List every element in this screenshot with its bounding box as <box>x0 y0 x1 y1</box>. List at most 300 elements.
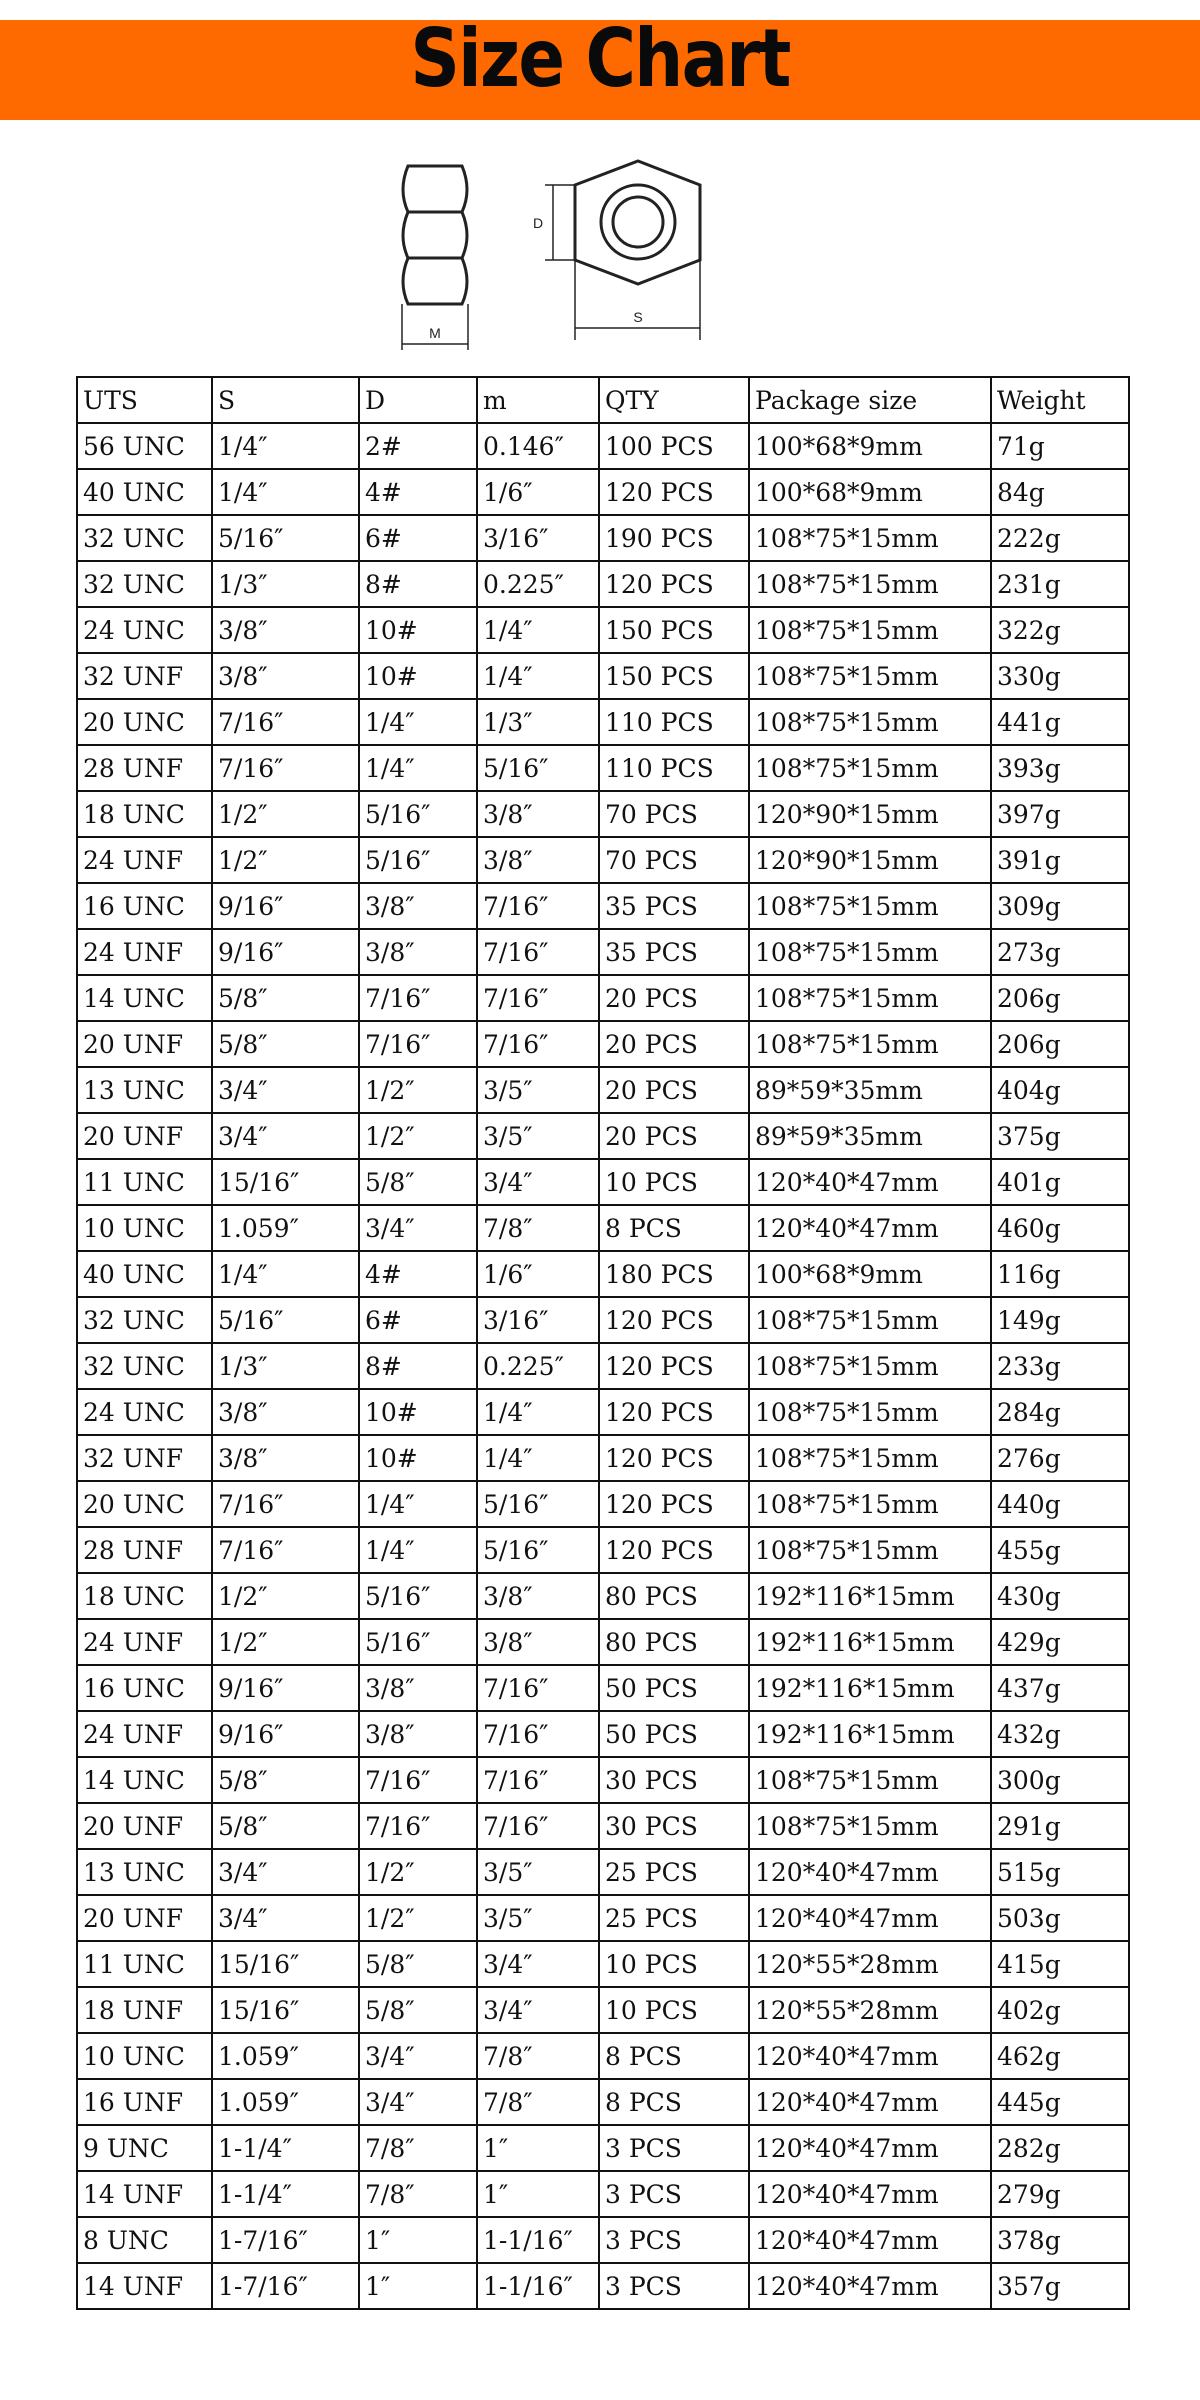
cell-package-size: 100*68*9mm <box>749 1251 991 1297</box>
cell-uts: 24 UNF <box>77 929 212 975</box>
cell-m: 7/8″ <box>477 2033 599 2079</box>
cell-qty: 3 PCS <box>599 2171 749 2217</box>
cell-uts: 24 UNC <box>77 607 212 653</box>
cell-m: 1-1/16″ <box>477 2263 599 2309</box>
cell-package-size: 120*40*47mm <box>749 2079 991 2125</box>
cell-d: 1/2″ <box>359 1113 477 1159</box>
cell-m: 7/16″ <box>477 1757 599 1803</box>
cell-d: 3/8″ <box>359 1665 477 1711</box>
cell-m: 3/5″ <box>477 1849 599 1895</box>
table-row <box>77 1987 1129 2033</box>
cell-qty: 120 PCS <box>599 469 749 515</box>
cell-s: 1.059″ <box>212 2079 359 2125</box>
cell-qty: 20 PCS <box>599 1021 749 1067</box>
cell-s: 15/16″ <box>212 1159 359 1205</box>
cell-uts: 20 UNF <box>77 1021 212 1067</box>
cell-qty: 3 PCS <box>599 2217 749 2263</box>
cell-weight: 300g <box>991 1757 1129 1803</box>
cell-m: 0.225″ <box>477 561 599 607</box>
nut-side-view-icon <box>403 166 467 304</box>
cell-s: 1/4″ <box>212 469 359 515</box>
dimension-label-d: D <box>532 215 544 231</box>
table-row <box>77 1389 1129 1435</box>
cell-weight: 71g <box>991 423 1129 469</box>
cell-d: 5/16″ <box>359 837 477 883</box>
cell-weight: 460g <box>991 1205 1129 1251</box>
cell-d: 5/16″ <box>359 1619 477 1665</box>
cell-s: 7/16″ <box>212 699 359 745</box>
cell-d: 3/4″ <box>359 1205 477 1251</box>
cell-m: 1/4″ <box>477 607 599 653</box>
cell-m: 3/8″ <box>477 837 599 883</box>
cell-m: 1″ <box>477 2171 599 2217</box>
cell-d: 10# <box>359 607 477 653</box>
cell-qty: 35 PCS <box>599 929 749 975</box>
table-row <box>77 1619 1129 1665</box>
cell-qty: 110 PCS <box>599 745 749 791</box>
table-row <box>77 745 1129 791</box>
cell-qty: 8 PCS <box>599 2079 749 2125</box>
cell-s: 1/4″ <box>212 1251 359 1297</box>
cell-weight: 231g <box>991 561 1129 607</box>
cell-s: 5/16″ <box>212 515 359 561</box>
column-header-m: m <box>477 377 599 423</box>
cell-s: 5/8″ <box>212 1803 359 1849</box>
cell-d: 1/4″ <box>359 745 477 791</box>
cell-uts: 16 UNC <box>77 883 212 929</box>
cell-uts: 24 UNF <box>77 1711 212 1757</box>
cell-uts: 40 UNC <box>77 1251 212 1297</box>
cell-s: 7/16″ <box>212 745 359 791</box>
cell-uts: 32 UNC <box>77 1343 212 1389</box>
cell-d: 4# <box>359 469 477 515</box>
cell-weight: 279g <box>991 2171 1129 2217</box>
cell-package-size: 192*116*15mm <box>749 1711 991 1757</box>
cell-package-size: 120*40*47mm <box>749 2171 991 2217</box>
cell-package-size: 100*68*9mm <box>749 469 991 515</box>
cell-d: 6# <box>359 1297 477 1343</box>
cell-qty: 30 PCS <box>599 1757 749 1803</box>
cell-qty: 80 PCS <box>599 1573 749 1619</box>
cell-uts: 40 UNC <box>77 469 212 515</box>
dimension-label-m: M <box>429 325 441 341</box>
cell-uts: 10 UNC <box>77 1205 212 1251</box>
table-row <box>77 2263 1129 2309</box>
size-table <box>76 376 1130 2310</box>
cell-weight: 429g <box>991 1619 1129 1665</box>
cell-d: 1/2″ <box>359 1067 477 1113</box>
cell-s: 5/16″ <box>212 1297 359 1343</box>
cell-package-size: 108*75*15mm <box>749 653 991 699</box>
cell-package-size: 120*40*47mm <box>749 2033 991 2079</box>
table-row <box>77 2171 1129 2217</box>
cell-d: 7/16″ <box>359 975 477 1021</box>
cell-uts: 32 UNC <box>77 515 212 561</box>
cell-package-size: 108*75*15mm <box>749 1343 991 1389</box>
cell-qty: 25 PCS <box>599 1849 749 1895</box>
cell-s: 1-7/16″ <box>212 2217 359 2263</box>
column-header-d: D <box>359 377 477 423</box>
table-row <box>77 2033 1129 2079</box>
cell-uts: 24 UNC <box>77 1389 212 1435</box>
cell-d: 7/16″ <box>359 1757 477 1803</box>
cell-m: 7/16″ <box>477 1803 599 1849</box>
cell-m: 7/16″ <box>477 883 599 929</box>
cell-m: 5/16″ <box>477 1527 599 1573</box>
cell-d: 10# <box>359 1435 477 1481</box>
cell-m: 3/5″ <box>477 1113 599 1159</box>
cell-package-size: 120*55*28mm <box>749 1941 991 1987</box>
cell-m: 1/4″ <box>477 653 599 699</box>
cell-weight: 375g <box>991 1113 1129 1159</box>
cell-d: 1/2″ <box>359 1849 477 1895</box>
table-row <box>77 2125 1129 2171</box>
cell-uts: 16 UNC <box>77 1665 212 1711</box>
cell-qty: 30 PCS <box>599 1803 749 1849</box>
cell-weight: 402g <box>991 1987 1129 2033</box>
cell-m: 7/16″ <box>477 929 599 975</box>
table-row <box>77 1527 1129 1573</box>
cell-weight: 462g <box>991 2033 1129 2079</box>
cell-weight: 309g <box>991 883 1129 929</box>
cell-s: 15/16″ <box>212 1987 359 2033</box>
cell-m: 1-1/16″ <box>477 2217 599 2263</box>
cell-qty: 25 PCS <box>599 1895 749 1941</box>
table-row <box>77 1205 1129 1251</box>
cell-m: 3/16″ <box>477 1297 599 1343</box>
table-row <box>77 837 1129 883</box>
cell-d: 6# <box>359 515 477 561</box>
cell-package-size: 108*75*15mm <box>749 1803 991 1849</box>
table-row <box>77 653 1129 699</box>
cell-package-size: 108*75*15mm <box>749 929 991 975</box>
cell-d: 1″ <box>359 2263 477 2309</box>
cell-package-size: 108*75*15mm <box>749 515 991 561</box>
cell-weight: 455g <box>991 1527 1129 1573</box>
cell-s: 3/4″ <box>212 1895 359 1941</box>
cell-qty: 190 PCS <box>599 515 749 561</box>
cell-package-size: 108*75*15mm <box>749 561 991 607</box>
cell-qty: 3 PCS <box>599 2263 749 2309</box>
dimension-label-s: S <box>633 309 643 325</box>
cell-weight: 503g <box>991 1895 1129 1941</box>
cell-d: 10# <box>359 1389 477 1435</box>
cell-m: 3/8″ <box>477 1573 599 1619</box>
table-row <box>77 469 1129 515</box>
cell-d: 5/8″ <box>359 1941 477 1987</box>
cell-s: 1.059″ <box>212 1205 359 1251</box>
cell-m: 0.146″ <box>477 423 599 469</box>
cell-qty: 120 PCS <box>599 1389 749 1435</box>
cell-uts: 24 UNF <box>77 1619 212 1665</box>
cell-d: 3/8″ <box>359 929 477 975</box>
cell-weight: 440g <box>991 1481 1129 1527</box>
cell-uts: 11 UNC <box>77 1159 212 1205</box>
cell-qty: 50 PCS <box>599 1711 749 1757</box>
cell-qty: 110 PCS <box>599 699 749 745</box>
column-header-uts: UTS <box>77 377 212 423</box>
cell-uts: 28 UNF <box>77 745 212 791</box>
table-row <box>77 1297 1129 1343</box>
cell-package-size: 192*116*15mm <box>749 1665 991 1711</box>
cell-uts: 32 UNF <box>77 1435 212 1481</box>
table-row <box>77 929 1129 975</box>
table-row <box>77 975 1129 1021</box>
cell-uts: 14 UNF <box>77 2171 212 2217</box>
cell-qty: 70 PCS <box>599 837 749 883</box>
cell-s: 1/2″ <box>212 837 359 883</box>
cell-s: 7/16″ <box>212 1481 359 1527</box>
cell-uts: 20 UNF <box>77 1895 212 1941</box>
cell-qty: 150 PCS <box>599 653 749 699</box>
cell-s: 1-7/16″ <box>212 2263 359 2309</box>
hex-nut-diagram <box>390 150 750 365</box>
cell-weight: 149g <box>991 1297 1129 1343</box>
cell-qty: 10 PCS <box>599 1987 749 2033</box>
cell-d: 5/8″ <box>359 1987 477 2033</box>
cell-d: 1/4″ <box>359 1481 477 1527</box>
table-row <box>77 1113 1129 1159</box>
cell-m: 1/6″ <box>477 1251 599 1297</box>
cell-d: 10# <box>359 653 477 699</box>
cell-m: 1/3″ <box>477 699 599 745</box>
cell-qty: 10 PCS <box>599 1159 749 1205</box>
cell-m: 0.225″ <box>477 1343 599 1389</box>
table-row <box>77 1665 1129 1711</box>
cell-uts: 32 UNF <box>77 653 212 699</box>
cell-uts: 14 UNF <box>77 2263 212 2309</box>
cell-uts: 18 UNC <box>77 791 212 837</box>
cell-package-size: 192*116*15mm <box>749 1619 991 1665</box>
cell-weight: 84g <box>991 469 1129 515</box>
cell-package-size: 120*40*47mm <box>749 2217 991 2263</box>
table-row <box>77 1895 1129 1941</box>
cell-uts: 56 UNC <box>77 423 212 469</box>
cell-s: 9/16″ <box>212 929 359 975</box>
cell-weight: 441g <box>991 699 1129 745</box>
cell-qty: 120 PCS <box>599 561 749 607</box>
cell-qty: 120 PCS <box>599 1481 749 1527</box>
cell-package-size: 108*75*15mm <box>749 1757 991 1803</box>
column-header-qty: QTY <box>599 377 749 423</box>
cell-package-size: 108*75*15mm <box>749 607 991 653</box>
cell-d: 3/8″ <box>359 883 477 929</box>
cell-uts: 11 UNC <box>77 1941 212 1987</box>
cell-qty: 120 PCS <box>599 1343 749 1389</box>
cell-s: 15/16″ <box>212 1941 359 1987</box>
cell-uts: 14 UNC <box>77 1757 212 1803</box>
cell-d: 1/4″ <box>359 1527 477 1573</box>
cell-uts: 20 UNF <box>77 1803 212 1849</box>
cell-s: 9/16″ <box>212 883 359 929</box>
cell-weight: 515g <box>991 1849 1129 1895</box>
cell-uts: 32 UNC <box>77 1297 212 1343</box>
cell-weight: 233g <box>991 1343 1129 1389</box>
cell-s: 1-1/4″ <box>212 2171 359 2217</box>
table-row <box>77 1803 1129 1849</box>
table-row <box>77 1435 1129 1481</box>
cell-package-size: 120*40*47mm <box>749 1895 991 1941</box>
cell-package-size: 120*40*47mm <box>749 1849 991 1895</box>
cell-uts: 16 UNF <box>77 2079 212 2125</box>
cell-s: 1/4″ <box>212 423 359 469</box>
cell-package-size: 120*40*47mm <box>749 1205 991 1251</box>
cell-weight: 330g <box>991 653 1129 699</box>
cell-s: 1/3″ <box>212 1343 359 1389</box>
cell-package-size: 108*75*15mm <box>749 975 991 1021</box>
cell-m: 5/16″ <box>477 745 599 791</box>
cell-uts: 8 UNC <box>77 2217 212 2263</box>
cell-package-size: 120*40*47mm <box>749 1159 991 1205</box>
cell-qty: 8 PCS <box>599 2033 749 2079</box>
cell-m: 3/4″ <box>477 1159 599 1205</box>
column-header-weight: Weight <box>991 377 1129 423</box>
cell-d: 2# <box>359 423 477 469</box>
cell-qty: 8 PCS <box>599 1205 749 1251</box>
cell-m: 7/16″ <box>477 1711 599 1757</box>
cell-weight: 401g <box>991 1159 1129 1205</box>
cell-uts: 20 UNC <box>77 699 212 745</box>
table-row <box>77 2079 1129 2125</box>
cell-package-size: 120*90*15mm <box>749 791 991 837</box>
cell-qty: 10 PCS <box>599 1941 749 1987</box>
cell-uts: 32 UNC <box>77 561 212 607</box>
cell-qty: 35 PCS <box>599 883 749 929</box>
cell-package-size: 192*116*15mm <box>749 1573 991 1619</box>
cell-s: 5/8″ <box>212 975 359 1021</box>
cell-m: 3/4″ <box>477 1987 599 2033</box>
cell-uts: 20 UNC <box>77 1481 212 1527</box>
cell-d: 8# <box>359 561 477 607</box>
cell-weight: 378g <box>991 2217 1129 2263</box>
cell-s: 5/8″ <box>212 1757 359 1803</box>
table-header-row <box>77 377 1129 423</box>
table-row <box>77 1343 1129 1389</box>
table-row <box>77 883 1129 929</box>
cell-d: 7/16″ <box>359 1021 477 1067</box>
table-row <box>77 1021 1129 1067</box>
cell-m: 7/8″ <box>477 1205 599 1251</box>
cell-qty: 20 PCS <box>599 1067 749 1113</box>
cell-d: 4# <box>359 1251 477 1297</box>
table-row <box>77 1067 1129 1113</box>
table-row <box>77 791 1129 837</box>
table-row <box>77 423 1129 469</box>
cell-package-size: 108*75*15mm <box>749 699 991 745</box>
cell-d: 7/8″ <box>359 2125 477 2171</box>
cell-s: 3/8″ <box>212 653 359 699</box>
cell-weight: 322g <box>991 607 1129 653</box>
cell-package-size: 108*75*15mm <box>749 883 991 929</box>
cell-s: 3/4″ <box>212 1849 359 1895</box>
cell-d: 3/4″ <box>359 2033 477 2079</box>
cell-m: 1/6″ <box>477 469 599 515</box>
cell-package-size: 120*55*28mm <box>749 1987 991 2033</box>
page-title: Size Chart <box>410 12 790 105</box>
cell-uts: 18 UNC <box>77 1573 212 1619</box>
cell-weight: 437g <box>991 1665 1129 1711</box>
cell-m: 7/16″ <box>477 1021 599 1067</box>
cell-weight: 222g <box>991 515 1129 561</box>
column-header-s: S <box>212 377 359 423</box>
table-row <box>77 515 1129 561</box>
cell-d: 1/4″ <box>359 699 477 745</box>
cell-d: 3/4″ <box>359 2079 477 2125</box>
cell-qty: 180 PCS <box>599 1251 749 1297</box>
cell-weight: 206g <box>991 975 1129 1021</box>
cell-m: 7/8″ <box>477 2079 599 2125</box>
cell-s: 3/4″ <box>212 1067 359 1113</box>
cell-m: 5/16″ <box>477 1481 599 1527</box>
cell-package-size: 108*75*15mm <box>749 1297 991 1343</box>
cell-package-size: 108*75*15mm <box>749 1389 991 1435</box>
cell-d: 5/8″ <box>359 1159 477 1205</box>
cell-m: 3/5″ <box>477 1067 599 1113</box>
table-row <box>77 2217 1129 2263</box>
table-row <box>77 1573 1129 1619</box>
cell-weight: 206g <box>991 1021 1129 1067</box>
table-row <box>77 1481 1129 1527</box>
cell-package-size: 89*59*35mm <box>749 1067 991 1113</box>
table-row <box>77 699 1129 745</box>
cell-uts: 13 UNC <box>77 1067 212 1113</box>
cell-s: 1.059″ <box>212 2033 359 2079</box>
cell-qty: 50 PCS <box>599 1665 749 1711</box>
table-row <box>77 1849 1129 1895</box>
cell-m: 7/16″ <box>477 1665 599 1711</box>
table-row <box>77 1941 1129 1987</box>
cell-package-size: 89*59*35mm <box>749 1113 991 1159</box>
cell-d: 8# <box>359 1343 477 1389</box>
cell-s: 9/16″ <box>212 1711 359 1757</box>
cell-s: 7/16″ <box>212 1527 359 1573</box>
cell-qty: 100 PCS <box>599 423 749 469</box>
cell-uts: 18 UNF <box>77 1987 212 2033</box>
cell-qty: 3 PCS <box>599 2125 749 2171</box>
cell-m: 1/4″ <box>477 1389 599 1435</box>
cell-weight: 357g <box>991 2263 1129 2309</box>
cell-package-size: 108*75*15mm <box>749 1527 991 1573</box>
cell-uts: 9 UNC <box>77 2125 212 2171</box>
cell-weight: 284g <box>991 1389 1129 1435</box>
cell-package-size: 108*75*15mm <box>749 745 991 791</box>
table-row <box>77 1251 1129 1297</box>
cell-s: 9/16″ <box>212 1665 359 1711</box>
table-row <box>77 561 1129 607</box>
cell-package-size: 108*75*15mm <box>749 1435 991 1481</box>
cell-m: 3/5″ <box>477 1895 599 1941</box>
cell-package-size: 120*40*47mm <box>749 2263 991 2309</box>
cell-d: 7/8″ <box>359 2171 477 2217</box>
cell-d: 5/16″ <box>359 1573 477 1619</box>
nut-front-view-icon <box>575 161 700 284</box>
cell-d: 7/16″ <box>359 1803 477 1849</box>
cell-s: 1-1/4″ <box>212 2125 359 2171</box>
cell-s: 1/2″ <box>212 1573 359 1619</box>
cell-m: 3/16″ <box>477 515 599 561</box>
cell-qty: 120 PCS <box>599 1435 749 1481</box>
cell-package-size: 108*75*15mm <box>749 1481 991 1527</box>
table-row <box>77 1757 1129 1803</box>
cell-weight: 432g <box>991 1711 1129 1757</box>
cell-m: 7/16″ <box>477 975 599 1021</box>
cell-weight: 430g <box>991 1573 1129 1619</box>
cell-qty: 20 PCS <box>599 975 749 1021</box>
cell-s: 3/8″ <box>212 1435 359 1481</box>
cell-weight: 276g <box>991 1435 1129 1481</box>
cell-s: 1/2″ <box>212 1619 359 1665</box>
cell-weight: 445g <box>991 2079 1129 2125</box>
